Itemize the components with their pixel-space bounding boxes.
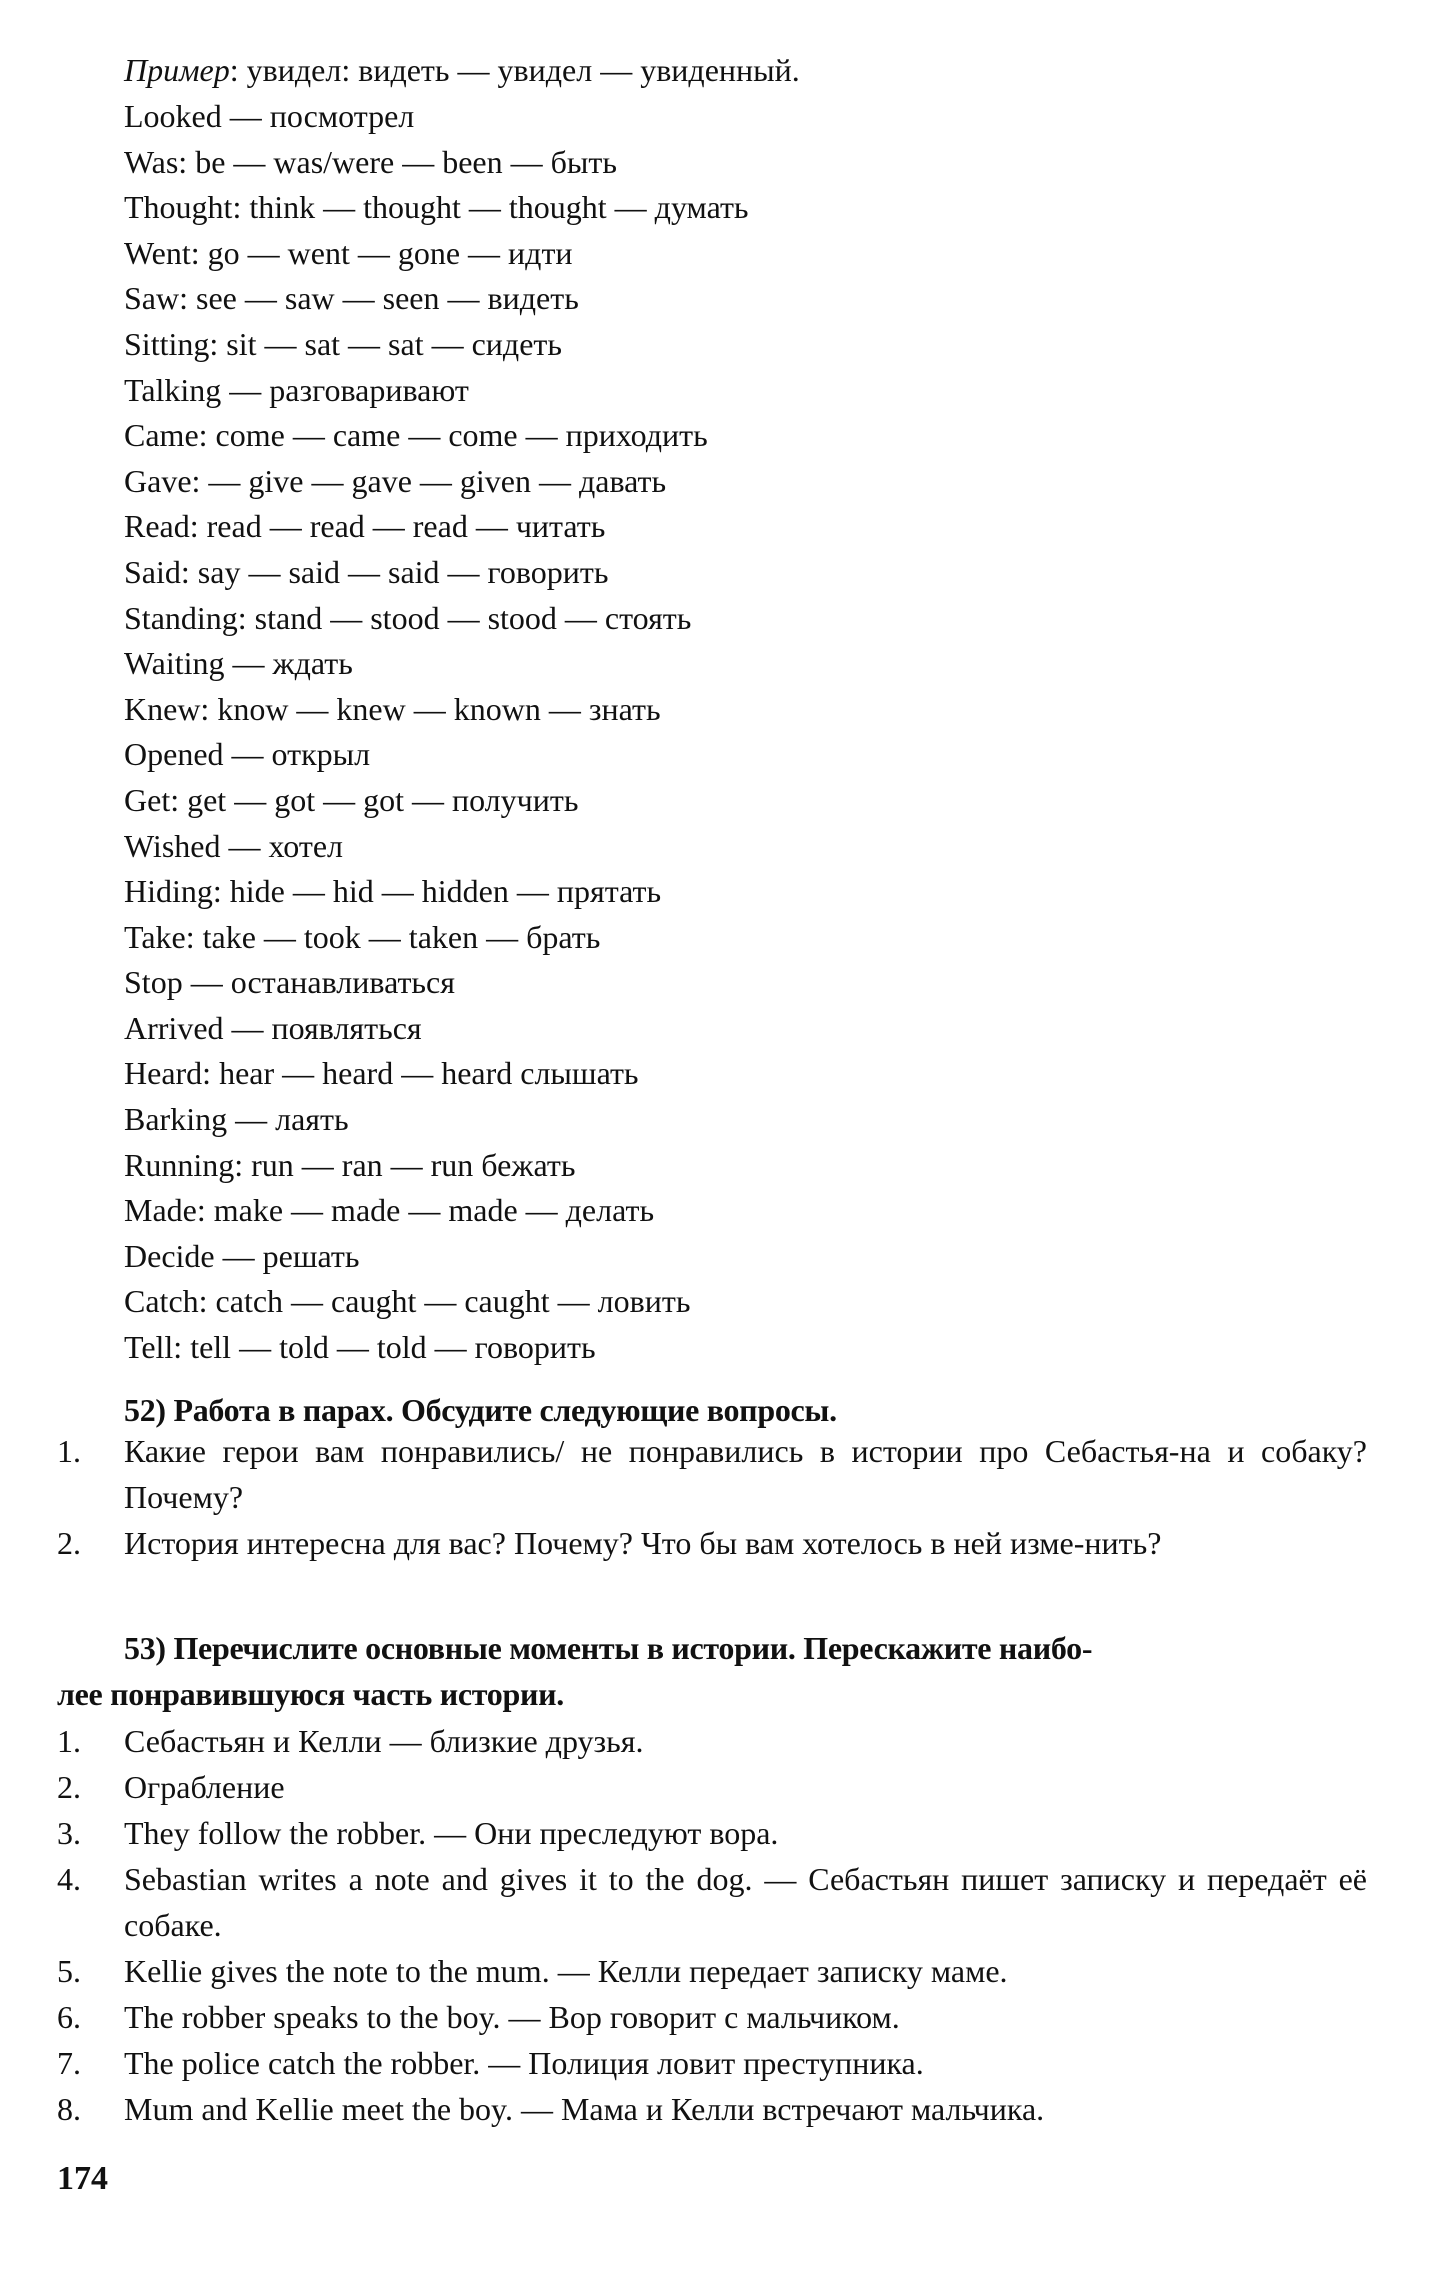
item-number: 4. [57,1861,81,1897]
item-number: 2. [57,1769,81,1805]
vocabulary-item: Tell: tell — told — told — говорить [124,1329,596,1366]
item-number: 8. [57,2091,81,2127]
vocabulary-item: Knew: know — knew — known — знать [124,690,661,727]
vocabulary-item: Standing: stand — stood — stood — стоять [124,599,692,636]
task-53-item [57,1764,1367,1810]
vocabulary-item: Was: be — was/were — been — быть [124,143,617,180]
vocabulary-item: Get: get — got — got — получить [124,781,579,818]
vocabulary-item: Running: run — ran — run бежать [124,1146,576,1183]
vocabulary-item: Decide — решать [124,1237,360,1274]
vocabulary-item: Read: read — read — read — читать [124,508,606,545]
item-number: 5. [57,1953,81,1989]
vocabulary-item: Gave: — give — gave — given — давать [124,462,667,499]
item-text: Sebastian writes a note and gives it to the dog. — Себастьян пишет записку и передаёт её собаке. [124,1861,1367,1943]
vocabulary-item: Saw: see — saw — seen — видеть [124,280,579,317]
item-text: История интересна для вас? Почему? Что бы вам хотелось в ней изме-нить? [124,1525,1162,1561]
task-53-heading-line1: 53) Перечислите основные моменты в истории. Перескажите наибо- [124,1630,1093,1666]
item-text: Ограбление [124,1769,285,1805]
task-53-item [57,2086,1367,2132]
item-number: 7. [57,2045,81,2081]
task-53-item [57,2040,1367,2086]
vocabulary-item: Heard: hear — heard — heard слышать [124,1055,639,1092]
item-text: They follow the robber. — Они преследуют вора. [124,1815,779,1851]
vocabulary-item: Talking — разговаривают [124,371,469,408]
vocabulary-item: Take: take — took — taken — брать [124,918,601,955]
item-number: 3. [57,1815,81,1851]
vocabulary-item: Catch: catch — caught — caught — ловить [124,1283,691,1320]
item-text: Какие герои вам понравились/ не понравились в истории про Себастья-на и собаку? Почему? [124,1433,1367,1515]
vocabulary-item: Hiding: hide — hid — hidden — прятать [124,873,662,910]
vocabulary-item: Looked — посмотрел [124,98,415,134]
item-text: Mum and Kellie meet the boy. — Мама и Келли встречают мальчика. [124,2091,1045,2127]
item-number: 1. [57,1433,81,1469]
task-53-item [57,1948,1367,1994]
vocabulary-item: Stop — останавливаться [124,964,455,1001]
vocabulary-item: Came: come — came — come — приходить [124,417,708,454]
task-52-heading: 52) Работа в парах. Обсудите следующие вопросы. [124,1392,837,1428]
example-label: Пример [124,52,230,88]
example-text: : увидел: видеть — увидел — увиденный. [229,52,800,88]
vocabulary-item: Waiting — ждать [124,645,353,682]
task-52-item [57,1520,1367,1566]
vocabulary-item: Thought: think — thought — thought — думать [124,189,749,226]
vocabulary-item: Went: go — went — gone — идти [124,234,573,271]
task-52-item [57,1428,1367,1520]
item-text: Себастьян и Келли — близкие друзья. [124,1723,644,1759]
vocabulary-list [124,96,749,1373]
vocabulary-item: Arrived — появляться [124,1009,422,1046]
item-text: Kellie gives the note to the mum. — Келли передает записку маме. [124,1953,1008,1989]
vocabulary-item: Said: say — said — said — говорить [124,553,609,590]
example-line [124,50,800,90]
task-53-item [57,1856,1367,1948]
vocabulary-item: Barking — лаять [124,1101,349,1138]
item-number: 1. [57,1723,81,1759]
page-number: 174 [57,2160,108,2197]
vocabulary-item: Sitting: sit — sat — sat — сидеть [124,325,562,362]
item-number: 6. [57,1999,81,2035]
vocabulary-item: Wished — хотел [124,827,343,864]
item-text: The robber speaks to the boy. — Вор говорит с мальчиком. [124,1999,900,2035]
vocabulary-item: Made: make — made — made — делать [124,1192,655,1229]
vocabulary-item: Opened — открыл [124,736,371,773]
item-text: The police catch the robber. — Полиция ловит преступника. [124,2045,924,2081]
task-53-heading-line2: лее понравившуюся часть истории. [57,1676,564,1712]
item-number: 2. [57,1525,81,1561]
task-53-item [57,1718,1367,1764]
task-53-item [57,1994,1367,2040]
task-53-item [57,1810,1367,1856]
